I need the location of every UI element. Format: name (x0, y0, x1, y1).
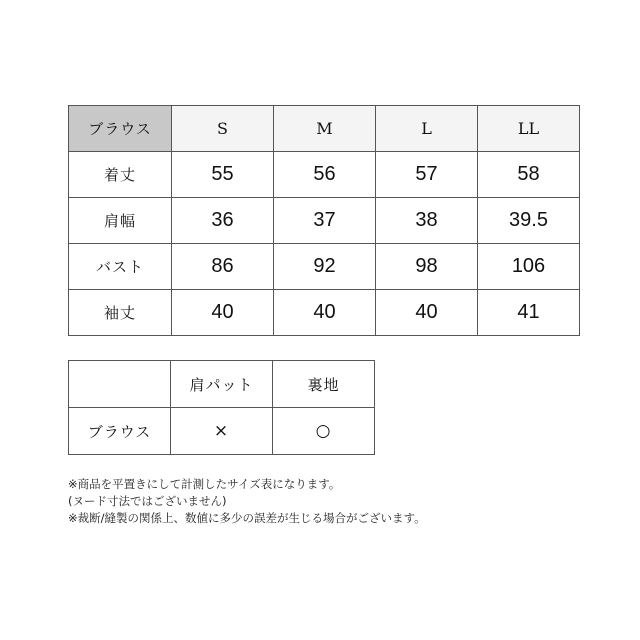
row-label: 袖丈 (69, 290, 172, 336)
size-table-corner: ブラウス (69, 106, 172, 152)
size-value: 56 (274, 152, 376, 198)
size-value: 38 (376, 198, 478, 244)
row-label: ブラウス (69, 408, 171, 455)
size-value: 40 (376, 290, 478, 336)
size-header-row (69, 106, 580, 152)
size-value: 40 (172, 290, 274, 336)
note-line: (ヌード寸法ではございません) (68, 494, 227, 508)
feature-table (68, 360, 375, 455)
feature-row-blouse (69, 408, 375, 455)
size-value: 58 (478, 152, 580, 198)
size-table (68, 105, 580, 336)
size-row-sleeve (69, 290, 580, 336)
size-col-l: L (376, 106, 478, 152)
size-row-bust (69, 244, 580, 290)
size-value: 86 (172, 244, 274, 290)
cross-mark: × (171, 408, 273, 455)
size-row-shoulder (69, 198, 580, 244)
size-value: 40 (274, 290, 376, 336)
feature-col-lining: 裏地 (273, 361, 375, 408)
row-label: バスト (69, 244, 172, 290)
size-col-s: S (172, 106, 274, 152)
size-col-m: M (274, 106, 376, 152)
size-value: 92 (274, 244, 376, 290)
notes (68, 476, 628, 527)
size-value: 106 (478, 244, 580, 290)
size-value: 98 (376, 244, 478, 290)
size-value: 57 (376, 152, 478, 198)
size-value: 37 (274, 198, 376, 244)
size-value: 39.5 (478, 198, 580, 244)
size-col-ll: LL (478, 106, 580, 152)
note-line: ※商品を平置きにして計測したサイズ表になります。 (68, 477, 341, 491)
size-row-length (69, 152, 580, 198)
size-value: 36 (172, 198, 274, 244)
row-label: 着丈 (69, 152, 172, 198)
row-label: 肩幅 (69, 198, 172, 244)
feature-header-row (69, 361, 375, 408)
feature-col-shoulder-pad: 肩パット (171, 361, 273, 408)
size-value: 55 (172, 152, 274, 198)
circle-mark: ○ (273, 408, 375, 455)
size-value: 41 (478, 290, 580, 336)
feature-table-corner (69, 361, 171, 408)
note-line: ※裁断/縫製の関係上、数値に多少の誤差が生じる場合がございます。 (68, 511, 426, 525)
